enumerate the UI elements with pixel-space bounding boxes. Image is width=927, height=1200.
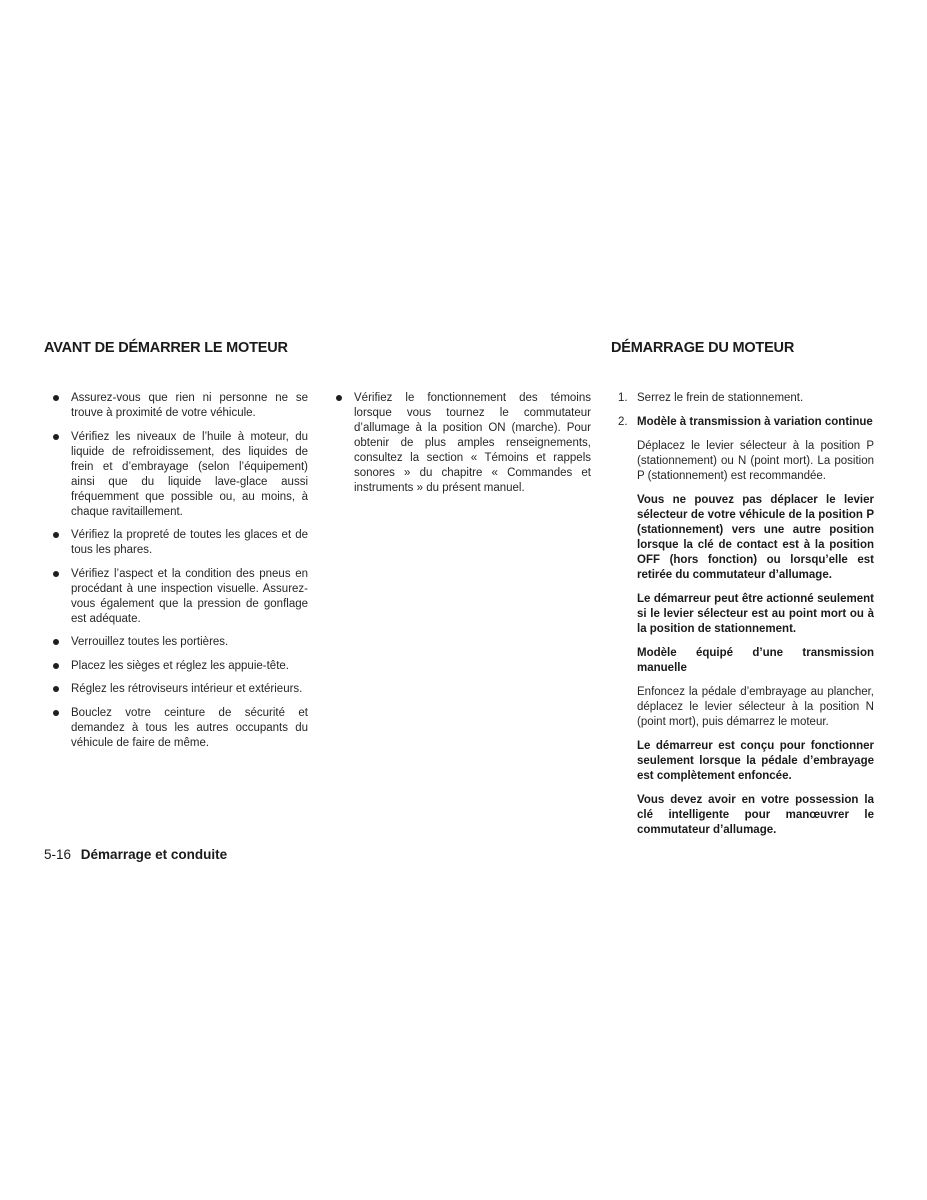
section-heading-starting-engine: DÉMARRAGE DU MOTEUR — [611, 340, 795, 356]
step-title: Modèle à transmission à variation continue — [637, 416, 873, 428]
manual-instructions: Enfoncez la pédale d’embrayage au plancher, déplacez le levier sélecteur à la position N (point mort), puis démarrez le moteur. — [637, 686, 874, 728]
list-item: Placez les sièges et réglez les appuie-tête. — [52, 659, 308, 674]
starter-note: Le démarreur peut être actionné seulement si le levier sélecteur est au point mort ou à la position de stationnement. — [637, 593, 874, 635]
page-number: 5-16 — [44, 847, 72, 862]
right-column — [618, 391, 874, 847]
bullet-icon — [336, 395, 342, 401]
shift-lock-note: Vous ne pouvez pas déplacer le levier sélecteur de votre véhicule de la position P (stationnement) vers une autre position lorsque la clé de contact est à la position OFF (hors fonction) ou lorsqu’elle est retirée du commutateur d’allumage. — [637, 494, 874, 581]
bullet-icon — [53, 639, 59, 645]
step-text: Serrez le frein de stationnement. — [637, 392, 804, 404]
section-heading-before-starting: AVANT DE DÉMARRER LE MOTEUR — [44, 340, 288, 356]
bullet-icon — [53, 710, 59, 716]
list-item: Vérifiez les niveaux de l’huile à moteur, du liquide de refroidissement, des liquides de frein et d’embrayage (selon l’équipement) ainsi que du liquide lave-glace aussi fréquemment que possible ou, au moins, à chaque ravitaillement. — [52, 430, 308, 520]
bullet-icon — [53, 395, 59, 401]
checklist-continued — [335, 391, 591, 496]
list-item: Verrouillez toutes les portières. — [52, 635, 308, 650]
clutch-note: Le démarreur est conçu pour fonctionner seulement lorsque la pédale d’embrayage est complètement enfoncée. — [637, 740, 874, 782]
page-footer — [44, 847, 227, 862]
chapter-title: Démarrage et conduite — [80, 847, 228, 862]
bullet-icon — [53, 571, 59, 577]
left-column — [52, 391, 308, 759]
list-item: Réglez les rétroviseurs intérieur et extérieurs. — [52, 682, 308, 697]
bullet-icon — [53, 686, 59, 692]
list-item: Vérifiez l’aspect et la condition des pneus en procédant à une inspection visuelle. Assurez-vous également que la pression de gonflage est adéquate. — [52, 567, 308, 627]
list-item: Bouclez votre ceinture de sécurité et demandez à tous les autres occupants du véhicule de faire de même. — [52, 706, 308, 751]
step-number: 2. — [618, 416, 628, 428]
manual-transmission-subheading: Modèle équipé d’une transmission manuelle — [637, 647, 874, 674]
bullet-icon — [53, 532, 59, 538]
intelligent-key-note: Vous devez avoir en votre possession la clé intelligente pour manœuvrer le commutateur d’allumage. — [637, 794, 874, 836]
bullet-icon — [53, 663, 59, 669]
middle-column — [335, 391, 591, 505]
list-item: Vérifiez le fonctionnement des témoins lorsque vous tournez le commutateur d’allumage à la position ON (marche). Pour obtenir de plus amples renseignements, consultez la section « Témoins et rappels sonores » du chapitre « Commandes et instruments » du présent manuel. — [335, 391, 591, 496]
cvt-instructions: Déplacez le levier sélecteur à la position P (stationnement) ou N (point mort). La position P (stationnement) est recommandée. — [637, 440, 874, 482]
checklist — [52, 391, 308, 751]
step-1 — [618, 391, 874, 406]
step-number: 1. — [618, 392, 628, 404]
list-item: Assurez-vous que rien ni personne ne se trouve à proximité de votre véhicule. — [52, 391, 308, 421]
list-item: Vérifiez la propreté de toutes les glaces et de tous les phares. — [52, 528, 308, 558]
step-2 — [618, 415, 874, 430]
bullet-icon — [53, 434, 59, 440]
